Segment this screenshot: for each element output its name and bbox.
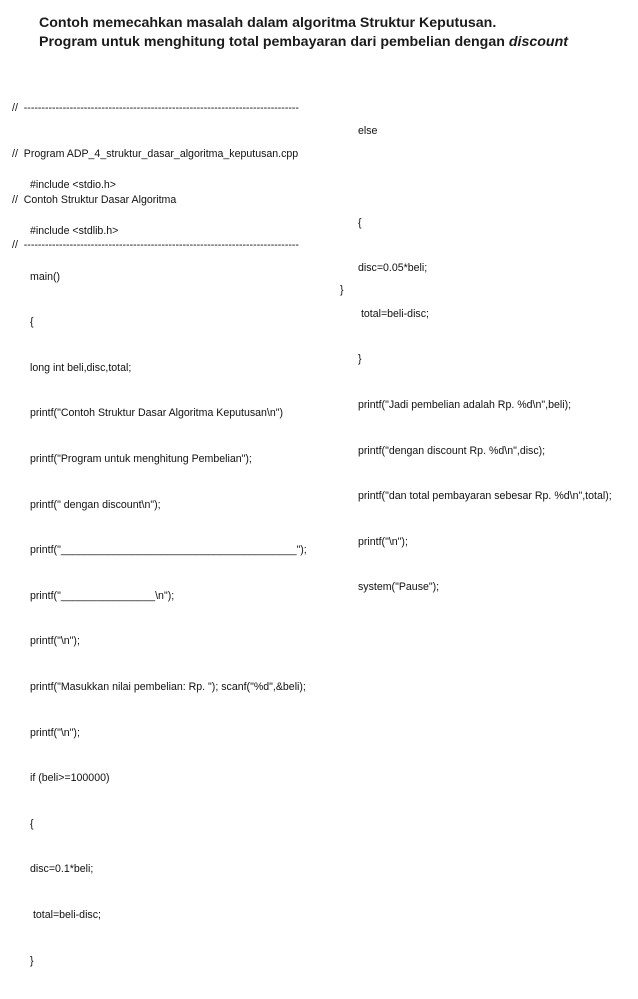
code-line: } bbox=[30, 954, 34, 967]
slide-title bbox=[39, 14, 629, 52]
code-line: #include <stdlib.h> bbox=[30, 225, 119, 237]
code-line: { bbox=[30, 817, 34, 830]
code-line: long int beli,disc,total; bbox=[30, 361, 132, 374]
code-line: total=beli-disc; bbox=[30, 908, 101, 921]
title-line-2 bbox=[39, 33, 629, 52]
title-emphasis-discount: discount bbox=[508, 34, 568, 50]
right-code-block bbox=[358, 94, 612, 626]
code-line: printf("Masukkan nilai pembelian: Rp. "); scanf("%d",&beli); bbox=[30, 680, 306, 693]
code-line: printf("Contoh Struktur Dasar Algoritma Keputusan\n") bbox=[30, 407, 284, 420]
comment-line: // ------------------------------------------------------------------------------ bbox=[12, 102, 299, 115]
code-line: printf("________________________________________"); bbox=[30, 544, 307, 557]
code-line: printf("________________\n"); bbox=[30, 589, 175, 602]
code-line: else bbox=[358, 125, 378, 138]
code-line: printf("\n"); bbox=[30, 726, 80, 739]
left-code-block bbox=[30, 148, 307, 999]
code-line: printf("dan total pembayaran sebesar Rp. %d\n",total); bbox=[358, 490, 612, 503]
code-line: disc=0.1*beli; bbox=[30, 863, 94, 876]
closing-brace: } bbox=[340, 284, 344, 296]
code-line: main() bbox=[30, 270, 61, 283]
title-line-2-text: Program untuk menghitung total pembayaran dari pembelian dengan bbox=[39, 34, 509, 50]
comment-line: // ------------------------------------------------------------------------------ bbox=[12, 239, 299, 252]
code-line: disc=0.05*beli; bbox=[358, 262, 428, 275]
code-line: printf("dengan discount Rp. %d\n",disc); bbox=[358, 444, 546, 457]
code-line: printf("\n"); bbox=[30, 635, 80, 648]
code-line: system("Pause"); bbox=[358, 581, 440, 594]
code-line: { bbox=[358, 216, 362, 229]
code-line: if (beli>=100000) bbox=[30, 772, 110, 785]
code-line: #include <stdio.h> bbox=[30, 179, 116, 192]
comment-line: // Contoh Struktur Dasar Algoritma bbox=[12, 193, 177, 206]
code-line: { bbox=[30, 316, 34, 329]
comment-line: // Program ADP_4_struktur_dasar_algoritma_keputusan.cpp bbox=[12, 148, 299, 160]
code-line: printf("Jadi pembelian adalah Rp. %d\n",beli); bbox=[358, 398, 572, 411]
code-line: } bbox=[358, 353, 362, 366]
code-line: printf("Program untuk menghitung Pembelian"); bbox=[30, 452, 252, 465]
code-line: printf("\n"); bbox=[358, 535, 408, 548]
code-line: printf(" dengan discount\n"); bbox=[30, 498, 161, 511]
code-line: total=beli-disc; bbox=[358, 307, 429, 320]
code-line-blank bbox=[358, 170, 612, 185]
title-line-1: Contoh memecahkan masalah dalam algoritma Struktur Keputusan. bbox=[39, 15, 497, 31]
